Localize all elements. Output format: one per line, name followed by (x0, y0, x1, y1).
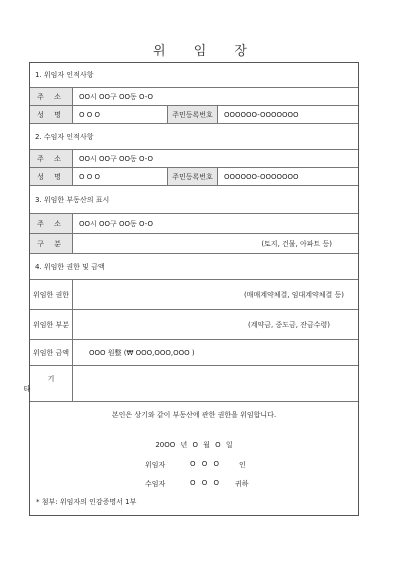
agent-sign-name: O O O (190, 479, 221, 487)
property-type-value[interactable]: (토지, 건물, 아파트 등) (72, 234, 358, 253)
section-property-heading: 3. 위임한 부동산의 표시 (30, 185, 358, 213)
principal-name-value[interactable]: O O O (72, 106, 167, 123)
date-line: 20OO 년 O 월 O 일 (155, 441, 233, 449)
agent-sign-label: 수임자 (145, 480, 166, 488)
rights-amount-row (30, 339, 358, 365)
agent-name-label: 성 명 (30, 168, 72, 185)
statement-text: 본인은 상기와 같이 부동산에 관한 권한을 위임합니다. (111, 411, 277, 419)
agent-address-label: 주 소 (30, 150, 72, 167)
principal-address-value[interactable]: OO시 OO구 OO동 O-O (72, 88, 358, 105)
rights-other-label: 기 타 (23, 374, 79, 393)
agent-name-row (30, 167, 358, 185)
agent-id-label: 주민등록번호 (167, 168, 217, 185)
rights-authority-label: 위임한 권한 (32, 290, 70, 299)
document-title: 위 임 장 (153, 44, 259, 59)
agent-name-value[interactable]: O O O (72, 168, 167, 185)
agent-address-value[interactable]: OO시 OO구 OO동 O-O (72, 150, 358, 167)
principal-seal-mark: 인 (239, 461, 246, 469)
principal-id-label: 주민등록번호 (167, 106, 217, 123)
agent-id-value[interactable]: OOOOOO-OOOOOOO (217, 168, 358, 185)
agent-address-row (30, 149, 358, 167)
section-rights-heading: 4. 위임한 권한 및 금액 (30, 253, 358, 279)
rights-amount-value[interactable]: OOO 원整 (₩ OOO,OOO,OOO ) (72, 340, 358, 365)
principal-address-label: 주 소 (30, 88, 72, 105)
agent-honorific: 귀하 (235, 480, 249, 488)
principal-name-label: 성 명 (30, 106, 72, 123)
rights-amount-label: 위임한 금액 (32, 348, 70, 357)
property-address-value[interactable]: OO시 OO구 OO동 O-O (72, 214, 358, 233)
section-agent-heading: 2. 수임자 인적사항 (30, 123, 358, 149)
property-address-row (30, 213, 358, 233)
attachment-note: * 첨부: 위임자의 인감증명서 1부 (36, 498, 137, 506)
rights-authority-row (30, 279, 358, 309)
principal-sign-label: 위임자 (145, 461, 166, 469)
section-principal-heading: 1. 위임자 인적사항 (35, 71, 94, 79)
rights-other-row (23, 365, 358, 401)
property-type-label: 구 분 (30, 234, 72, 253)
rights-part-value[interactable]: (계약금, 중도금, 잔금수령) (72, 310, 358, 339)
rights-part-label: 위임한 부분 (32, 320, 70, 329)
statement-area (30, 401, 358, 515)
principal-address-row (30, 87, 358, 105)
delegation-form (23, 62, 359, 516)
principal-name-row (30, 105, 358, 123)
rights-other-value[interactable] (72, 366, 358, 401)
rights-part-row (30, 309, 358, 339)
principal-sign-name: O O O (190, 460, 221, 468)
property-type-row (30, 233, 358, 253)
principal-id-value[interactable]: OOOOOO-OOOOOOO (217, 106, 358, 123)
property-address-label: 주 소 (30, 214, 72, 233)
rights-authority-value[interactable]: (매매계약체결, 임대계약체결 등) (72, 280, 358, 309)
